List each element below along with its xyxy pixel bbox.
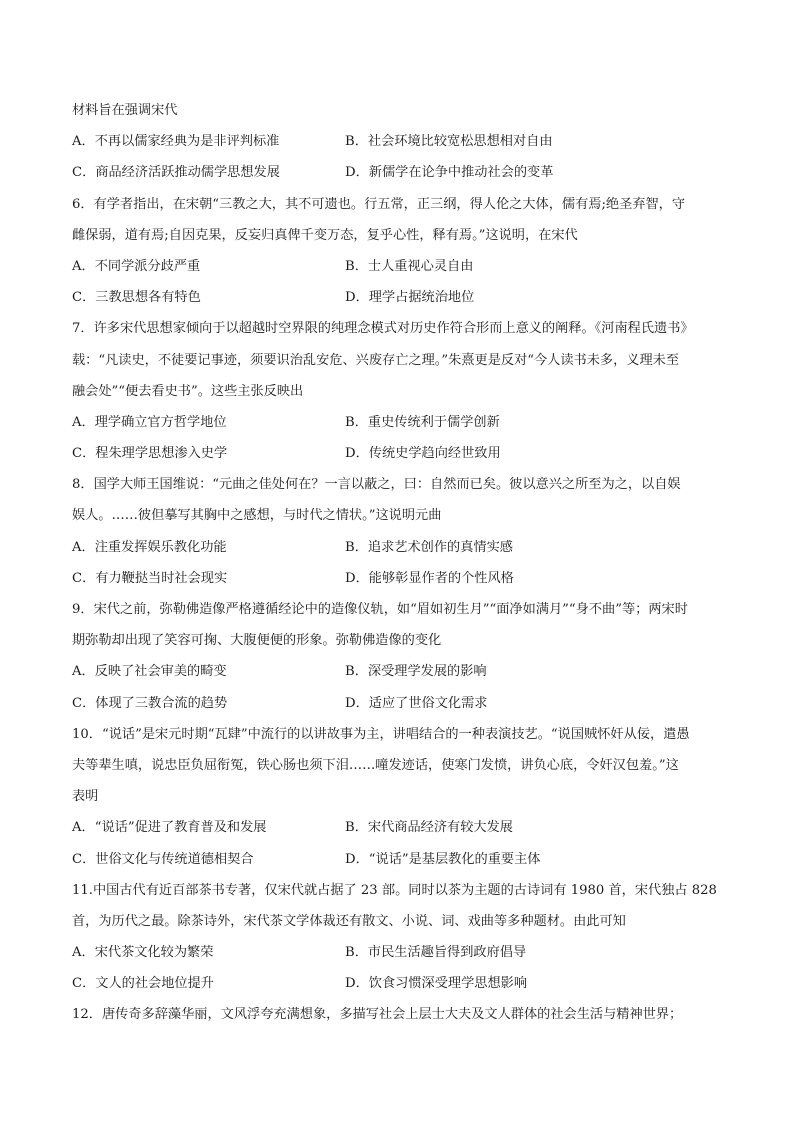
option-left: C．有力鞭挞当时社会现实 [72,570,228,586]
option-row [72,812,722,843]
option-left: C．程朱理学思想渗入史学 [72,446,228,462]
option-right: B．社会环境比较宽松思想相对自由 [345,134,553,150]
option-row [72,688,722,719]
text-line: 融会处”“便去看史书”。这些主张反映出 [72,383,304,399]
option-left: A．不同学派分歧严重 [72,258,201,274]
option-row [72,282,722,313]
option-left: C．商品经济活跃推动儒学思想发展 [72,165,280,181]
text-line: 首，为历代之最。除茶诗外，宋代茶文学体裁还有散文、小说、词、戏曲等多种题材。由此可知 [72,913,626,929]
option-row [72,656,722,687]
text-line: 8．国学大师王国维说：“元曲之佳处何在？一言以蔽之，曰：自然而已矣。彼以意兴之所至为之，以自娱 [72,477,681,493]
option-right: D．“说话”是基层教化的重要主体 [345,851,541,867]
option-row [72,968,722,999]
option-right: D．新儒学在论争中推动社会的变革 [345,165,554,181]
text-line: 夫等辈生嗔，说忠臣负屈衔冤，铁心肠也须下泪……噇发迹话，使寒门发愤，讲负心底，令奸汉包羞。”这 [72,757,679,773]
exam-page [72,95,722,1031]
option-left: A．不再以儒家经典为是非评判标准 [72,134,280,150]
text-line: 载：“凡读史，不徒要记事迹，须要识治乱安危、兴废存亡之理。”朱熹更是反对“今人读书未多，义理未至 [72,352,680,368]
text-line: 材料旨在强调宋代 [72,103,178,118]
option-row [72,438,722,469]
option-left: A．理学确立官方哲学地位 [72,414,227,430]
option-left: C．体现了三教合流的趋势 [72,695,228,711]
option-left: A．“说话”促进了教育普及和发展 [72,820,267,836]
option-left: C．世俗文化与传统道德相契合 [72,851,254,867]
option-right: D．饮食习惯深受理学思想影响 [345,976,528,992]
option-right: B．追求艺术创作的真情实感 [345,539,513,555]
option-row [72,937,722,968]
option-row [72,407,722,438]
text-line: 表明 [72,789,99,805]
option-row [72,126,722,157]
option-right: D．传统史学趋向经世致用 [345,446,501,462]
option-right: B．士人重视心灵自由 [345,258,474,274]
text-line: 雌保弱，道有焉;自因克果，反妄归真俾千变万态，复乎心性，释有焉。”这说明，在宋代 [72,227,578,243]
option-left: C．三教思想各有特色 [72,290,201,306]
option-row [72,532,722,563]
option-right: D．适应了世俗文化需求 [345,695,488,711]
option-right: D．理学占据统治地位 [345,290,475,306]
text-line: 9．宋代之前，弥勒佛造像严格遵循经论中的造像仪轨，如“眉如初生月”“面净如满月”“身不曲”等；两宋时 [72,602,688,617]
option-right: B．深受理学发展的影响 [345,664,487,680]
text-line: 娱人。……彼但摹写其胸中之感想，与时代之情状。”这说明元曲 [72,508,442,524]
option-right: B．宋代商品经济有较大发展 [345,820,513,836]
option-left: A．反映了社会审美的畸变 [72,664,227,680]
option-left: C．文人的社会地位提升 [72,976,214,992]
text-line: 11.中国古代有近百部茶书专著，仅宋代就占据了 23 部。同时以茶为主题的古诗词有 1980 首，宋代独占 828 [72,882,717,898]
option-right: B．市民生活趣旨得到政府倡导 [345,945,527,961]
text-line: 10．“说话”是宋元时期“瓦肆”中流行的以讲故事为主，讲唱结合的一种表演技艺。“说国贼怀奸从佞，遣愚 [72,726,690,742]
text-line: 12．唐传奇多辞藻华丽，文风浮夸充满想象，多描写社会上层士大夫及文人群体的社会生活与精神世界； [72,1007,683,1023]
option-left: A．宋代茶文化较为繁荣 [72,945,214,961]
option-right: D．能够彰显作者的个性风格 [345,570,514,586]
option-row [72,157,722,188]
option-row [72,563,722,594]
option-row [72,844,722,875]
option-left: A．注重发挥娱乐教化功能 [72,539,227,555]
text-line: 6．有学者指出，在宋朝“三教之大，其不可遗也。行五常，正三纲，得人伦之大体，儒有焉;绝圣弃智，守 [72,196,686,212]
option-row [72,251,722,282]
option-right: B．重史传统利于儒学创新 [345,414,500,430]
text-line: 期弥勒却出现了笑容可掬、大腹便便的形象。弥勒佛造像的变化 [72,633,442,649]
text-line: 7．许多宋代思想家倾向于以超越时空界限的纯理念模式对历史作符合形而上意义的阐释。《河南程氏遗书》 [72,321,694,337]
